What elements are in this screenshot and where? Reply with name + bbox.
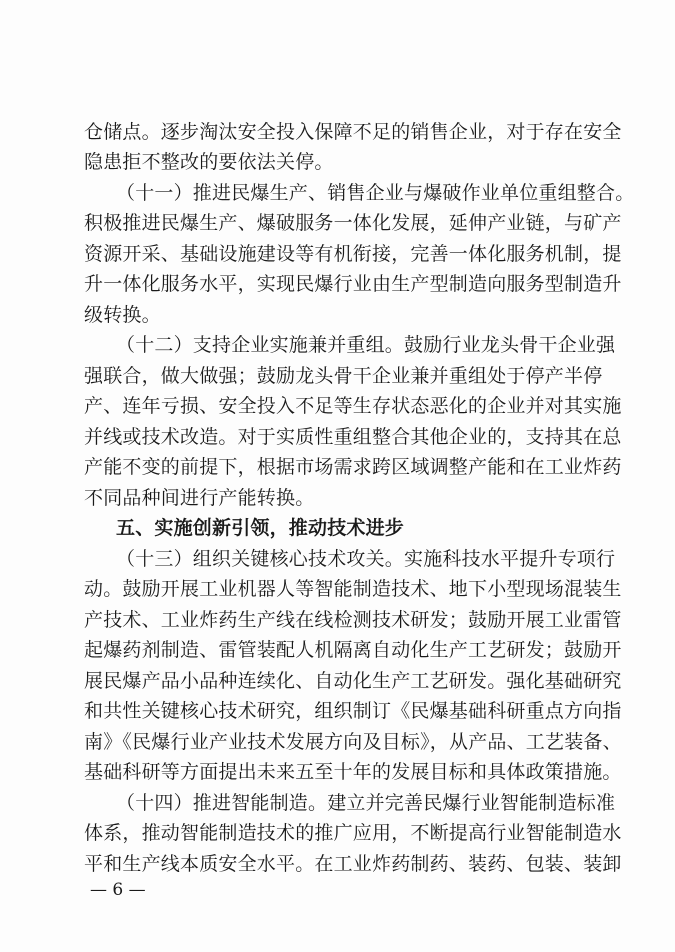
text-line: 升一体化服务水平，实现民爆行业由生产型制造向服务型制造升 <box>84 273 622 295</box>
text-line: 积极推进民爆生产、爆破服务一体化发展，延伸产业链，与矿产 <box>84 212 622 234</box>
text-line: 平和生产线本质安全水平。在工业炸药制药、装药、包装、装卸 <box>84 853 622 875</box>
text-line: 并线或技术改造。对于实质性重组整合其他企业的，支持其在总 <box>84 426 622 448</box>
text-line: 强联合，做大做强；鼓励龙头骨干企业兼并重组处于停产半停 <box>84 365 603 387</box>
section-heading-5: 五、实施创新引领，推动技术进步 <box>116 517 405 539</box>
text-line: 仓储点。逐步淘汰安全投入保障不足的销售企业，对于存在安全 <box>84 121 622 143</box>
section-item-13-lead: （十三）组织关键核心技术攻关。实施科技水平提升专项行 <box>116 548 616 570</box>
text-line: 级转换。 <box>84 304 161 326</box>
text-line: 动。鼓励开展工业机器人等智能制造技术、地下小型现场混装生 <box>84 578 622 600</box>
text-line: 资源开采、基础设施建设等有机衔接，完善一体化服务机制，提 <box>84 243 622 265</box>
text-line: 展民爆产品小品种连续化、自动化生产工艺研发。强化基础研究 <box>84 670 622 692</box>
text-line: 基础科研等方面提出未来五至十年的发展目标和具体政策措施。 <box>84 761 622 783</box>
text-line: 隐患拒不整改的要依法关停。 <box>84 151 334 173</box>
text-line: 产能不变的前提下，根据市场需求跨区域调整产能和在工业炸药 <box>84 456 622 478</box>
section-item-14-lead: （十四）推进智能制造。建立并完善民爆行业智能制造标准 <box>116 792 616 814</box>
section-item-12-lead: （十二）支持企业实施兼并重组。鼓励行业龙头骨干企业强 <box>116 334 616 356</box>
text-line: 不同品种间进行产能转换。 <box>84 487 315 509</box>
text-line: 和共性关键核心技术研究，组织制订《民爆基础科研重点方向指 <box>84 700 622 722</box>
text-line: 体系，推动智能制造技术的推广应用，不断提高行业智能制造水 <box>84 822 622 844</box>
section-item-11-lead: （十一）推进民爆生产、销售企业与爆破作业单位重组整合。 <box>116 182 635 204</box>
text-line: 起爆药剂制造、雷管装配人机隔离自动化生产工艺研发；鼓励开 <box>84 639 622 661</box>
text-line: 产技术、工业炸药生产线在线检测技术研发；鼓励开展工业雷管 <box>84 609 622 631</box>
page-number: — 6 — <box>90 880 146 900</box>
text-line: 产、连年亏损、安全投入不足等生存状态恶化的企业并对其实施 <box>84 395 622 417</box>
text-line: 南》《民爆行业产业技术发展方向及目标》，从产品、工艺装备、 <box>84 731 622 753</box>
